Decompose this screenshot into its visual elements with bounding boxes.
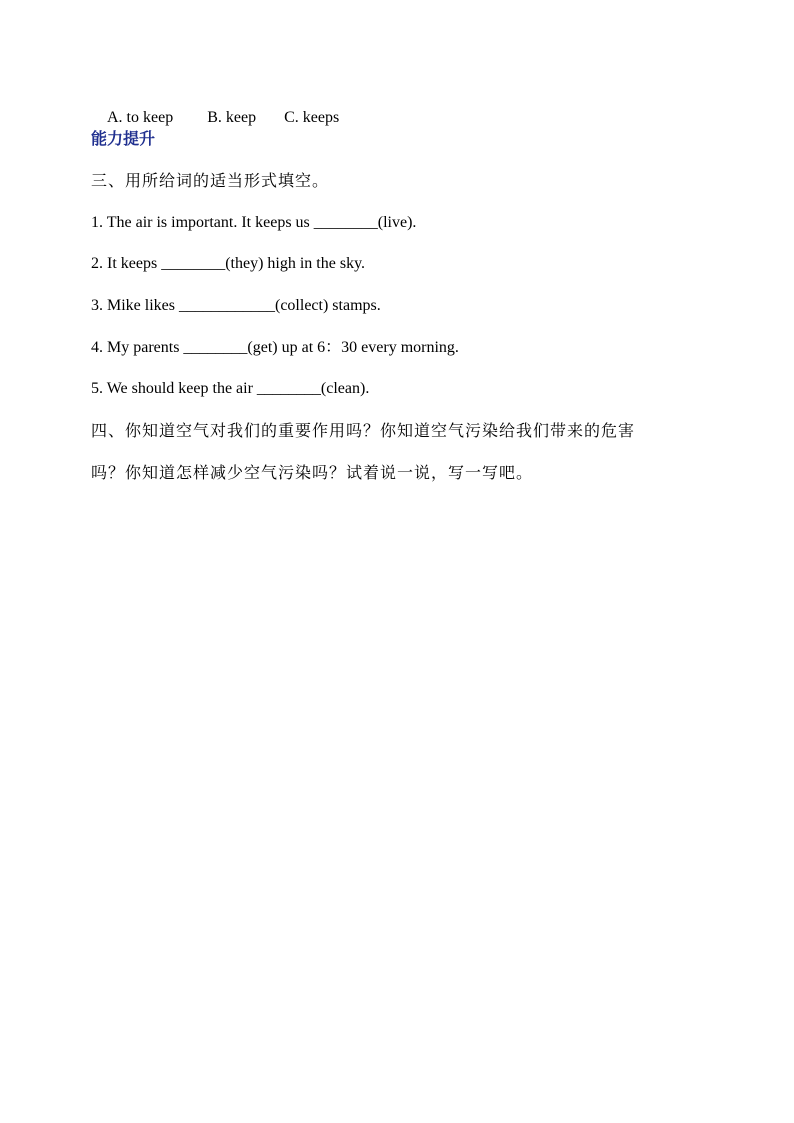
section3-instruction: 三、用所给词的适当形式填空。 — [91, 171, 330, 190]
option-c: C. keeps — [284, 109, 340, 126]
option-b: B. keep — [207, 109, 257, 126]
exercise-item-2: 2. It keeps ________(they) high in the sky. — [91, 255, 366, 272]
exercise-item-1: 1. The air is important. It keeps us ________(live). — [91, 214, 417, 231]
exercise-item-4: 4. My parents ________(get) up at 6：30 every morning. — [91, 339, 459, 356]
exercise-item-3: 3. Mike likes ____________(collect) stamps. — [91, 297, 381, 314]
option-a: A. to keep — [107, 109, 174, 126]
section4-line-1: 四、你知道空气对我们的重要作用吗？你知道空气污染给我们带来的危害 — [91, 421, 636, 440]
exercise-item-5: 5. We should keep the air ________(clean). — [91, 380, 370, 397]
section4-line-2: 吗？你知道怎样减少空气污染吗？试着说一说，写一写吧。 — [91, 463, 534, 482]
section-heading: 能力提升 — [91, 129, 156, 148]
